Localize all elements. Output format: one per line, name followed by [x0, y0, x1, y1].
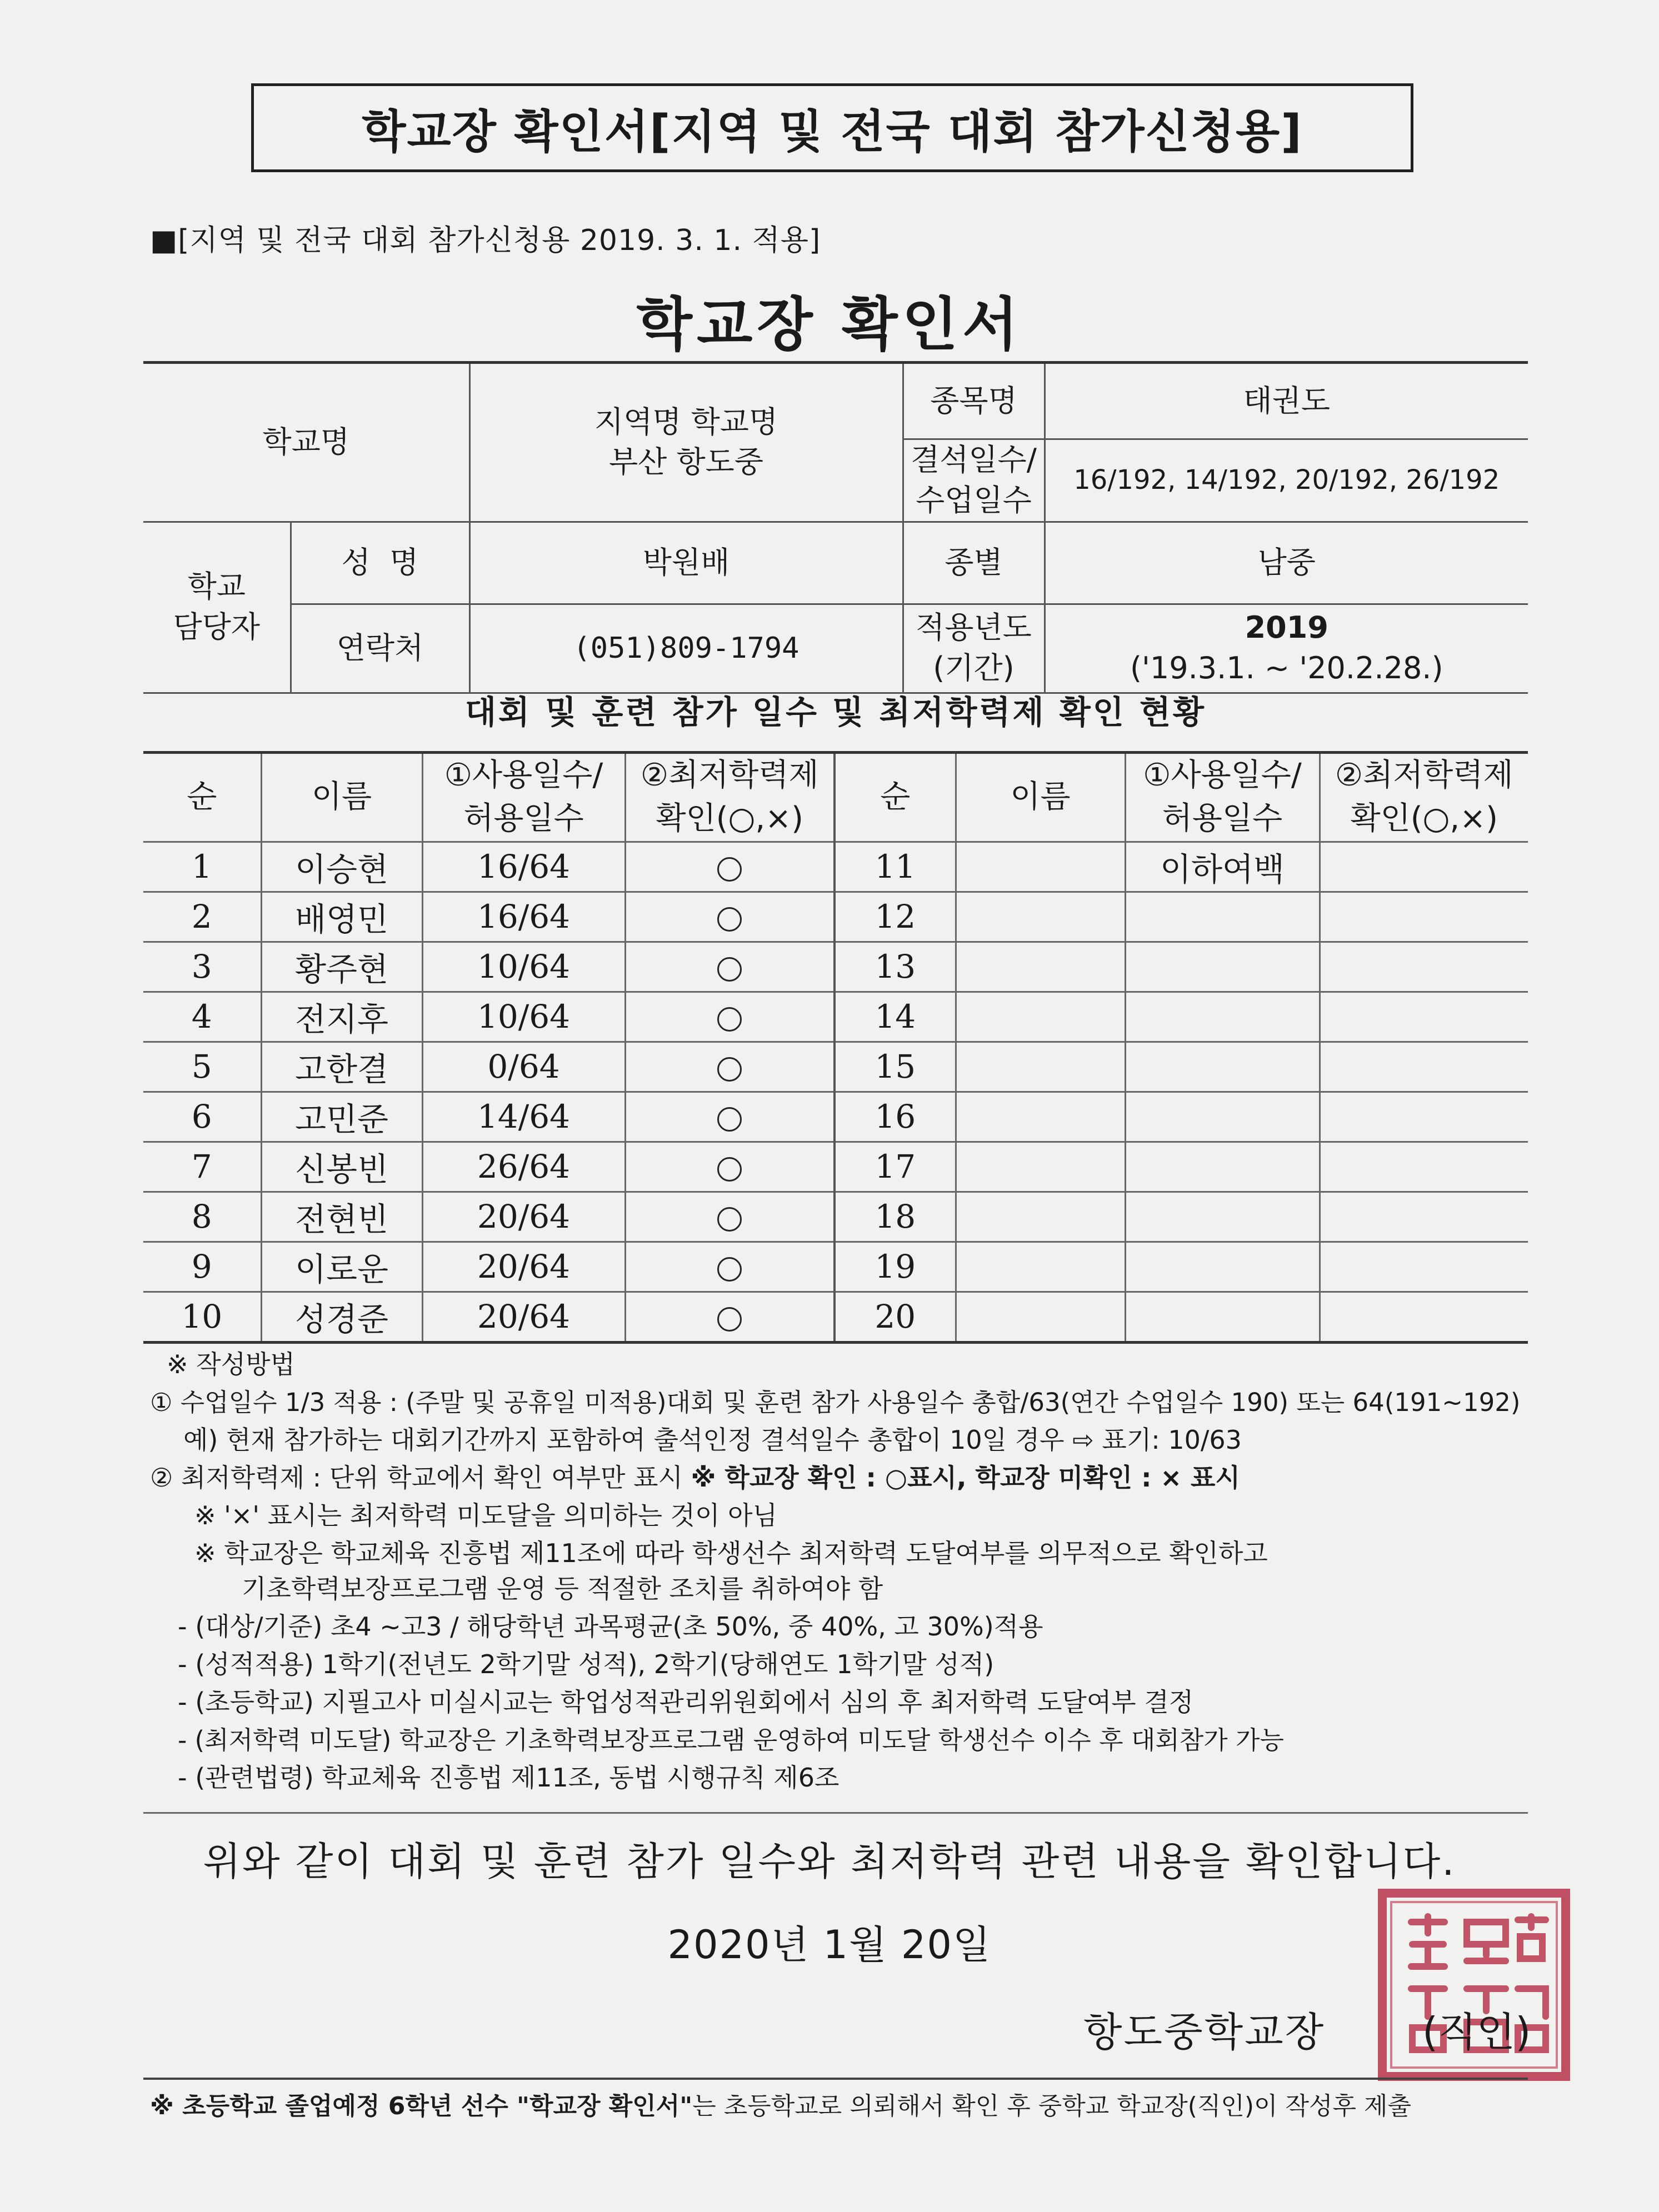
school-name-line: 부산 항도중	[609, 444, 763, 480]
year-value	[1045, 604, 1528, 693]
sport-label: 종목명	[903, 363, 1045, 439]
student-name-right	[956, 942, 1125, 992]
table-row	[143, 1242, 1528, 1292]
absence-label	[903, 439, 1045, 522]
form-subheading: ■[지역 및 전국 대회 참가신청용 2019. 3. 1. 적용]	[150, 224, 821, 257]
academic-check	[625, 892, 835, 942]
used-days: 20/64	[422, 1192, 625, 1242]
confirmed-circle-mark	[717, 1107, 742, 1132]
confirmed-circle-mark	[717, 957, 742, 982]
student-name: 배영민	[261, 892, 422, 942]
note-line-3-text: ② 최저학력제 : 단위 학교에서 확인 여부만 표시	[150, 1463, 683, 1493]
header-days	[422, 753, 625, 842]
note-line-3	[150, 1458, 1240, 1494]
used-days-right	[1125, 1242, 1320, 1292]
table-row	[143, 842, 1528, 892]
header-check-right-line2: 확인(○,×)	[1350, 800, 1498, 837]
student-name-right	[956, 992, 1125, 1042]
year-label	[903, 604, 1045, 693]
table-row	[143, 942, 1528, 992]
row-number: 8	[143, 1192, 261, 1242]
student-name: 신봉빈	[261, 1142, 422, 1192]
category-value: 남중	[1045, 522, 1528, 604]
year-value-line1: 2019	[1245, 610, 1328, 645]
confirmation-statement: 위와 같이 대회 및 훈련 참가 일수와 최저학력 관련 내용을 확인합니다.	[203, 1839, 1456, 1884]
used-days: 20/64	[422, 1292, 625, 1342]
used-days-right	[1125, 1142, 1320, 1192]
form-title: 학교장 확인서	[636, 291, 1023, 358]
used-days: 10/64	[422, 942, 625, 992]
academic-check-right	[1320, 1292, 1528, 1342]
used-days-right	[1125, 942, 1320, 992]
used-days: 20/64	[422, 1242, 625, 1292]
table-row	[143, 1192, 1528, 1242]
student-name-right	[956, 1192, 1125, 1242]
academic-check-right	[1320, 842, 1528, 892]
academic-check-right	[1320, 892, 1528, 942]
table-row	[143, 1042, 1528, 1092]
student-name: 고한결	[261, 1042, 422, 1092]
academic-check-right	[1320, 1192, 1528, 1242]
confirmed-circle-mark	[717, 1307, 742, 1332]
school-name-value	[469, 363, 903, 522]
row-number-right: 11	[835, 842, 956, 892]
confirmed-circle-mark	[717, 1057, 742, 1082]
used-days: 0/64	[422, 1042, 625, 1092]
category-label: 종별	[903, 522, 1045, 604]
row-number-right: 15	[835, 1042, 956, 1092]
manager-label-line1: 학교	[187, 569, 246, 604]
blank-below-note: 이하여백	[1125, 842, 1320, 892]
school-name-label: 학교명	[143, 363, 469, 522]
note-line-10: - (최저학력 미도달) 학교장은 기초학력보장프로그램 운영하여 미도달 학생선수 이수 후 대회참가 가능	[178, 1725, 1284, 1755]
academic-check	[625, 992, 835, 1042]
roster-table	[143, 751, 1528, 1344]
row-number: 4	[143, 992, 261, 1042]
manager-label	[143, 522, 291, 693]
row-number: 10	[143, 1292, 261, 1342]
principal-signature: 항도중학교장	[1083, 2009, 1326, 2055]
student-name-right	[956, 1142, 1125, 1192]
year-label-line1: 적용년도	[916, 610, 1032, 645]
student-name-right	[956, 892, 1125, 942]
student-name-right	[956, 1042, 1125, 1092]
used-days-right	[1125, 992, 1320, 1042]
footer-note-bold: ※ 초등학교 졸업예정 6학년 선수 "학교장 확인서"	[150, 2092, 693, 2120]
used-days: 14/64	[422, 1092, 625, 1142]
header-days-right-line1: ①사용일수/	[1143, 757, 1302, 793]
row-number-right: 16	[835, 1092, 956, 1142]
student-name: 성경준	[261, 1292, 422, 1342]
footer-note-rest: 는 초등학교로 의뢰해서 확인 후 중학교 학교장(직인)이 작성후 제출	[692, 2092, 1412, 2120]
header-check-line1: ②최저학력제	[640, 757, 819, 793]
used-days-right	[1125, 1192, 1320, 1242]
note-line-6: 기초학력보장프로그램 운영 등 적절한 조치를 취하여야 함	[242, 1574, 883, 1604]
header-check	[625, 753, 835, 842]
row-number: 1	[143, 842, 261, 892]
academic-check-right	[1320, 1042, 1528, 1092]
academic-check-right	[1320, 1242, 1528, 1292]
confirmed-circle-mark	[717, 1257, 742, 1282]
header-days-right	[1125, 753, 1320, 842]
used-days: 26/64	[422, 1142, 625, 1192]
academic-check	[625, 1092, 835, 1142]
confirmed-circle-mark	[717, 907, 742, 932]
contact-value: (051)809-1794	[469, 604, 903, 693]
note-line-5: ※ 학교장은 학교체육 진흥법 제11조에 따라 학생선수 최저학력 도달여부를 의무적으로 확인하고	[194, 1538, 1268, 1568]
student-name-right	[956, 1292, 1125, 1342]
academic-check	[625, 942, 835, 992]
confirmed-circle-mark	[717, 1157, 742, 1182]
student-name-right	[956, 842, 1125, 892]
row-number-right: 18	[835, 1192, 956, 1242]
row-number: 3	[143, 942, 261, 992]
academic-check	[625, 1142, 835, 1192]
used-days-right	[1125, 1092, 1320, 1142]
row-number: 5	[143, 1042, 261, 1092]
academic-check-right	[1320, 992, 1528, 1042]
header-check-right-line1: ②최저학력제	[1335, 757, 1513, 793]
year-value-line2: ('19.3.1. ~ '20.2.28.)	[1130, 650, 1443, 686]
academic-check	[625, 1192, 835, 1242]
academic-check	[625, 842, 835, 892]
document-header-box: 학교장 확인서[지역 및 전국 대회 참가신청용]	[251, 83, 1413, 172]
table-row	[143, 1092, 1528, 1142]
header-num: 순	[143, 753, 261, 842]
row-number-right: 12	[835, 892, 956, 942]
school-info-table	[143, 361, 1528, 694]
confirmed-circle-mark	[717, 857, 742, 882]
student-name: 고민준	[261, 1092, 422, 1142]
note-line-8: - (성적적용) 1학기(전년도 2학기말 성적), 2학기(당해연도 1학기말 성적)	[178, 1649, 995, 1679]
confirmed-circle-mark	[717, 1007, 742, 1032]
row-number: 6	[143, 1092, 261, 1142]
academic-check-right	[1320, 1142, 1528, 1192]
academic-check-right	[1320, 1092, 1528, 1142]
document-date: 2020년 1월 20일	[667, 1922, 992, 1968]
table-row	[143, 992, 1528, 1042]
row-number-right: 20	[835, 1292, 956, 1342]
row-number-right: 17	[835, 1142, 956, 1192]
note-line-11: - (관련법령) 학교체육 진흥법 제11조, 동법 시행규칙 제6조	[178, 1763, 840, 1793]
header-days-line1: ①사용일수/	[444, 757, 603, 793]
table-row	[143, 892, 1528, 942]
sport-value: 태권도	[1045, 363, 1528, 439]
student-name-right	[956, 1242, 1125, 1292]
confirmed-circle-mark	[717, 1207, 742, 1232]
header-num-right: 순	[835, 753, 956, 842]
student-name: 황주현	[261, 942, 422, 992]
table-row	[143, 1142, 1528, 1192]
name-label: 성 명	[291, 522, 469, 604]
used-days-right	[1125, 1042, 1320, 1092]
header-name-right: 이름	[956, 753, 1125, 842]
note-line-3-bold: ※ 학교장 확인 : ○표시, 학교장 미확인 : × 표시	[691, 1463, 1240, 1493]
used-days: 16/64	[422, 892, 625, 942]
row-number-right: 19	[835, 1242, 956, 1292]
academic-check	[625, 1292, 835, 1342]
absence-label-line1: 결석일수/	[911, 442, 1037, 477]
row-number: 9	[143, 1242, 261, 1292]
academic-check	[625, 1042, 835, 1092]
student-name: 전지후	[261, 992, 422, 1042]
academic-check	[625, 1242, 835, 1292]
student-name: 이로운	[261, 1242, 422, 1292]
header-check-line2: 확인(○,×)	[656, 800, 803, 837]
header-days-line2: 허용일수	[463, 800, 584, 837]
note-line-1: ① 수업일수 1/3 적용 : (주말 및 공휴일 미적용)대회 및 훈련 참가 사용일수 총합/63(연간 수업일수 190) 또는 64(191~192)	[150, 1388, 1521, 1417]
row-number: 2	[143, 892, 261, 942]
notes-heading: ※ 작성방법	[167, 1349, 295, 1379]
student-name: 전현빈	[261, 1192, 422, 1242]
note-line-7: - (대상/기준) 초4 ~고3 / 해당학년 과목평균(초 50%, 중 40%, 고 30%)적용	[178, 1612, 1043, 1642]
roster-section-title: 대회 및 훈련 참가 일수 및 최저학력제 확인 현황	[464, 693, 1207, 731]
note-line-4: ※ '×' 표시는 최저학력 미도달을 의미하는 것이 아님	[194, 1500, 778, 1530]
row-number: 7	[143, 1142, 261, 1192]
used-days: 10/64	[422, 992, 625, 1042]
header-name: 이름	[261, 753, 422, 842]
row-number-right: 14	[835, 992, 956, 1042]
note-line-9: - (초등학교) 지필고사 미실시교는 학업성적관리위원회에서 심의 후 최저학력 도달여부 결정	[178, 1687, 1194, 1717]
footer-note	[150, 2086, 1411, 2121]
student-name: 이승현	[261, 842, 422, 892]
header-days-right-line2: 허용일수	[1162, 800, 1283, 837]
used-days-right	[1125, 892, 1320, 942]
footer-rule	[143, 2078, 1528, 2080]
year-label-line2: (기간)	[933, 650, 1015, 686]
manager-label-line2: 담당자	[173, 609, 260, 645]
absence-label-line2: 수업일수	[916, 482, 1032, 518]
notes-bottom-rule	[143, 1812, 1528, 1814]
academic-check-right	[1320, 942, 1528, 992]
student-name-right	[956, 1092, 1125, 1142]
used-days-right	[1125, 1292, 1320, 1342]
header-check-right	[1320, 753, 1528, 842]
absence-value: 16/192, 14/192, 20/192, 26/192	[1045, 439, 1528, 522]
table-row	[143, 1292, 1528, 1342]
note-line-2: 예) 현재 참가하는 대회기간까지 포함하여 출석인정 결석일수 총합이 10일 경우 ⇨ 표기: 10/63	[183, 1425, 1242, 1455]
row-number-right: 13	[835, 942, 956, 992]
seal-label: (직인)	[1422, 2009, 1531, 2055]
used-days: 16/64	[422, 842, 625, 892]
name-value: 박원배	[469, 522, 903, 604]
contact-label: 연락처	[291, 604, 469, 693]
school-region-line: 지역명 학교명	[594, 404, 778, 439]
